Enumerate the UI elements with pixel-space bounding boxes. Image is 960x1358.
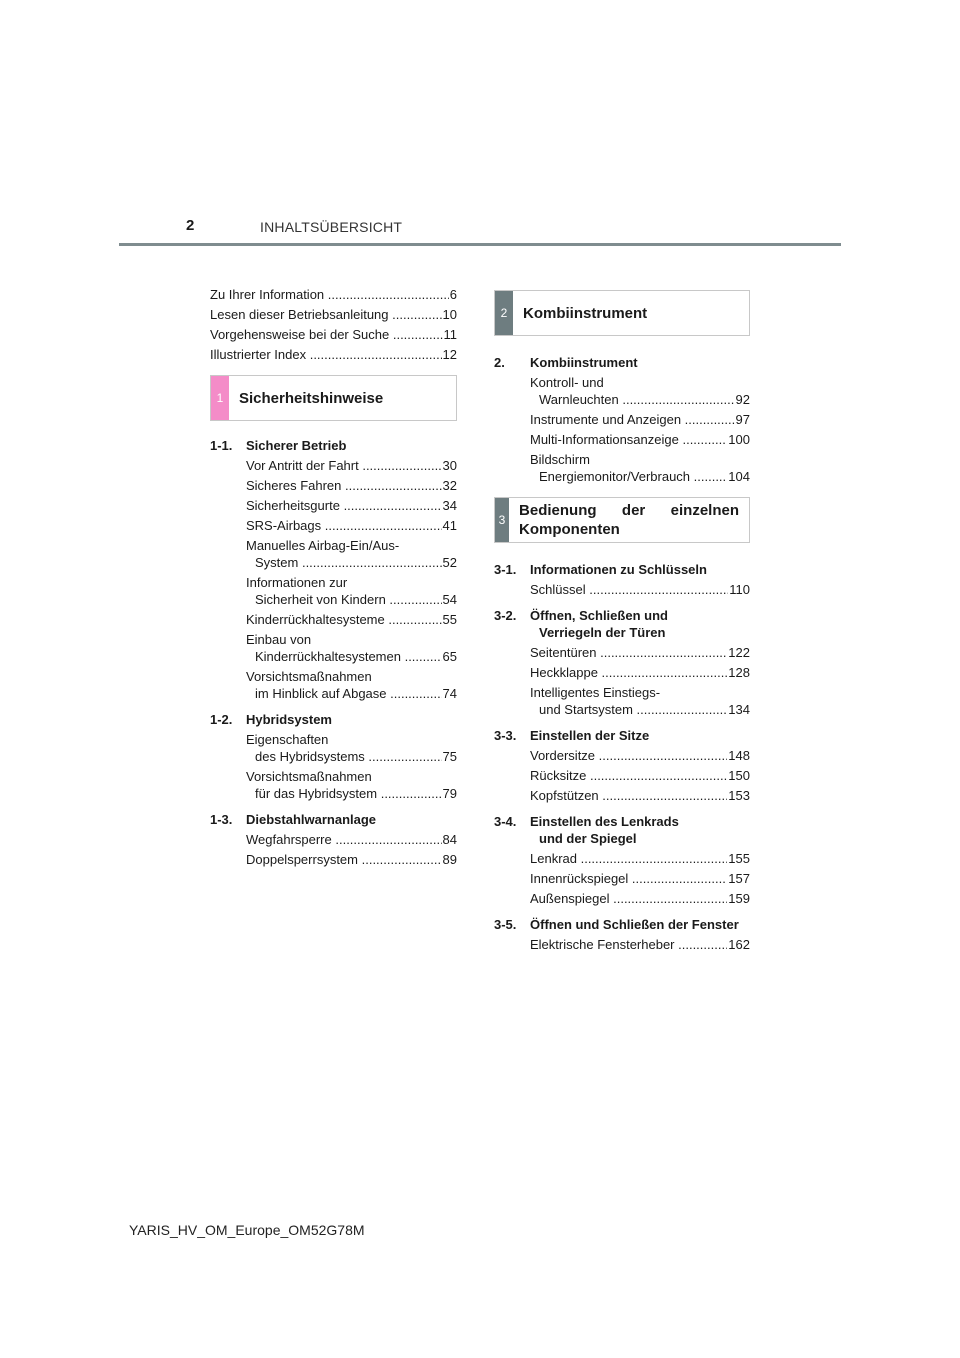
chapter-3-header[interactable] [494, 497, 750, 543]
chapter-tab: 2 [495, 291, 513, 335]
toc-entry[interactable]: Kopfstützen ..... 153 [494, 787, 750, 804]
chapter-2-header[interactable] [494, 290, 750, 336]
chapter-title: Bedienung der einzelnen Komponenten [519, 502, 739, 538]
toc-entry[interactable]: Lesen dieser Betriebsanleitung ..... 10 [210, 306, 457, 323]
section-heading[interactable]: 3-2. Öffnen, Schließen und Verriegeln der Türen [494, 608, 668, 640]
toc-entry[interactable]: Innenrückspiegel ..... 157 [494, 870, 750, 887]
section-heading[interactable]: 3-4. Einstellen des Lenkrads und der Spiegel [494, 814, 679, 846]
section-heading[interactable]: 2. Kombiinstrument [494, 355, 638, 370]
chapter-title: Kombiinstrument [523, 304, 648, 322]
toc-entry[interactable]: Bildschirm Energiemonitor/Verbrauch ..... 104 [494, 451, 750, 485]
toc-entry[interactable]: Manuelles Airbag-Ein/Aus- System ..... 52 [210, 537, 457, 571]
toc-left-column [210, 286, 457, 871]
toc-entry[interactable]: Informationen zur Sicherheit von Kindern ..... 54 [210, 574, 457, 608]
toc-entry[interactable]: Multi-Informationsanzeige ..... 100 [494, 431, 750, 448]
section-heading[interactable]: 3-1. Informationen zu Schlüsseln [494, 562, 707, 577]
header-rule [119, 243, 841, 246]
toc-entry[interactable]: Sicherheitsgurte ..... 34 [210, 497, 457, 514]
toc-entry[interactable]: Vor Antritt der Fahrt ..... 30 [210, 457, 457, 474]
section-heading[interactable]: 1-3. Diebstahlwarnanlage [210, 812, 377, 827]
toc-entry[interactable]: Einbau von Kinderrückhaltesystemen ..... 65 [210, 631, 457, 665]
document-footer: YARIS_HV_OM_Europe_OM52G78M [129, 1222, 365, 1238]
toc-entry[interactable]: Intelligentes Einstiegs- und Startsystem ..... 134 [494, 684, 750, 718]
toc-entry[interactable]: Sicheres Fahren ..... 32 [210, 477, 457, 494]
page-number: 2 [186, 217, 195, 234]
chapter-tab: 3 [495, 498, 509, 542]
toc-entry[interactable]: Kinderrückhaltesysteme ..... 55 [210, 611, 457, 628]
section-heading[interactable]: 1-1. Sicherer Betrieb [210, 438, 347, 453]
toc-entry[interactable]: Lenkrad ..... 155 [494, 850, 750, 867]
toc-entry[interactable]: Vorgehensweise bei der Suche ..... 11 [210, 326, 457, 343]
toc-entry[interactable]: Elektrische Fensterheber ..... 162 [494, 936, 750, 953]
page-title: INHALTSÜBERSICHT [260, 219, 403, 235]
toc-entry[interactable]: Rücksitze ..... 150 [494, 767, 750, 784]
toc-entry[interactable]: Zu Ihrer Information ..... 6 [210, 286, 457, 303]
toc-entry[interactable]: Vorsichtsmaßnahmen für das Hybridsystem ..... 79 [210, 768, 457, 802]
section-heading[interactable]: 3-5. Öffnen und Schließen der Fenster [494, 917, 739, 932]
toc-entry[interactable]: Heckklappe ..... 128 [494, 664, 750, 681]
toc-entry[interactable]: Illustrierter Index ..... 12 [210, 346, 457, 363]
chapter-title: Sicherheitshinweise [239, 389, 384, 407]
toc-entry[interactable]: Vordersitze ..... 148 [494, 747, 750, 764]
toc-entry[interactable]: Schlüssel ..... 110 [494, 581, 750, 598]
section-heading[interactable]: 3-3. Einstellen der Sitze [494, 728, 650, 743]
toc-entry[interactable]: Wegfahrsperre ..... 84 [210, 831, 457, 848]
toc-entry[interactable]: Seitentüren ..... 122 [494, 644, 750, 661]
toc-entry[interactable]: SRS-Airbags ..... 41 [210, 517, 457, 534]
toc-entry[interactable]: Kontroll- und Warnleuchten ..... 92 [494, 374, 750, 408]
section-heading[interactable]: 1-2. Hybridsystem [210, 712, 332, 727]
chapter-1-header[interactable] [210, 375, 457, 421]
toc-entry[interactable]: Vorsichtsmaßnahmen im Hinblick auf Abgase ..... 74 [210, 668, 457, 702]
toc-right-column [494, 290, 750, 956]
toc-entry[interactable]: Außenspiegel ..... 159 [494, 890, 750, 907]
toc-entry[interactable]: Instrumente und Anzeigen ..... 97 [494, 411, 750, 428]
toc-entry[interactable]: Doppelsperrsystem ..... 89 [210, 851, 457, 868]
chapter-tab: 1 [211, 376, 229, 420]
toc-entry[interactable]: Eigenschaften des Hybridsystems ..... 75 [210, 731, 457, 765]
